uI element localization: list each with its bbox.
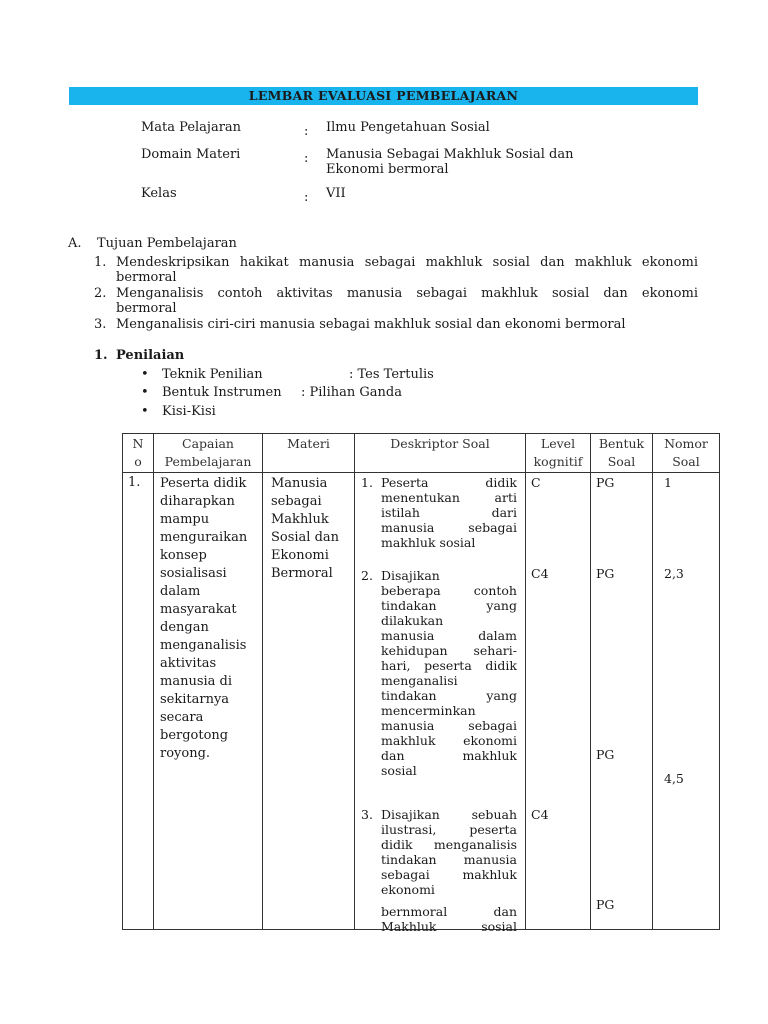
deskriptor-item-1: Peserta didik menentukan arti istilah dari manusia sebagai makhluk sosial: [381, 474, 517, 550]
penilaian-marker: 1.: [94, 348, 108, 363]
table-header-row: [123, 434, 720, 473]
nomor-value: 1: [664, 474, 672, 490]
objective-number: 2.: [94, 286, 107, 301]
header-materi: Materi: [263, 434, 355, 473]
deskriptor-item-3: Disajikan sebuah ilustrasi, peserta didik menganalisis tindakan manusia sebagai makhluk ekonomi bernmoral dan Makhluk sosial: [381, 806, 517, 934]
nomor-value: 4,5: [664, 770, 684, 786]
level-value: C: [531, 474, 541, 490]
cell-level: [526, 473, 591, 930]
info-colon: :: [304, 124, 309, 139]
header-nomor: Nomor Soal: [653, 434, 720, 473]
header-deskriptor: Deskriptor Soal: [355, 434, 526, 473]
cell-bentuk: [591, 473, 653, 930]
objective-text-cont: bermoral: [116, 270, 177, 285]
deskriptor-number: 1.: [361, 474, 373, 490]
materi-text: Manusia sebagai Makhluk Sosial dan Ekonomi Bermoral: [271, 475, 340, 581]
nomor-value: 2,3: [664, 565, 684, 581]
info-label-domain-materi: Domain Materi: [141, 147, 241, 162]
cell-nomor: [653, 473, 720, 930]
kisi-kisi-label: Kisi-Kisi: [162, 404, 216, 419]
header-level: Level kognitif: [526, 434, 591, 473]
bullet-dot: •: [141, 404, 149, 419]
bentuk-value: PG: [596, 746, 615, 762]
page-title: LEMBAR EVALUASI PEMBELAJARAN: [248, 88, 519, 103]
capaian-text: Peserta didik diharapkan mampu menguraikan konsep sosialisasi dalam masyarakat dengan menganalisis aktivitas manusia di sekitarnya secara bergotong royong.: [160, 475, 248, 761]
header-no: N o: [123, 434, 154, 473]
info-value-domain-materi-line1: Manusia Sebagai Makhluk Sosial dan: [326, 147, 574, 162]
penilaian-heading: Penilaian: [116, 348, 185, 363]
deskriptor-item-2: Disajikan beberapa contoh tindakan yang dilakukan manusia dalam kehidupan sehari- hari, peserta didik menganalisi tindakan yang mencerminkan manusia sebagai makhluk ekonomi dan makhluk sosial: [381, 567, 517, 778]
bentuk-instrumen-label: Bentuk Instrumen: [162, 385, 282, 400]
info-label-kelas: Kelas: [141, 186, 177, 201]
info-value-mata-pelajaran: Ilmu Pengetahuan Sosial: [326, 120, 490, 135]
bentuk-value: PG: [596, 565, 615, 581]
teknik-penilian-value: : Tes Tertulis: [349, 367, 434, 382]
bullet-dot: •: [141, 367, 149, 382]
info-colon: :: [304, 190, 309, 205]
info-value-domain-materi-line2: Ekonomi bermoral: [326, 162, 449, 177]
objective-text: Menganalisis contoh aktivitas manusia sebagai makhluk sosial dan ekonomi: [116, 286, 698, 301]
objective-text: Mendeskripsikan hakikat manusia sebagai makhluk sosial dan makhluk ekonomi: [116, 255, 698, 270]
cell-no: [123, 473, 154, 930]
info-label-mata-pelajaran: Mata Pelajaran: [141, 120, 242, 135]
teknik-penilian-label: Teknik Penilian: [162, 367, 263, 382]
objective-text-cont: bermoral: [116, 301, 177, 316]
info-value-kelas: VII: [326, 186, 346, 201]
objective-text: Menganalisis ciri-ciri manusia sebagai makhluk sosial dan ekonomi bermoral: [116, 317, 626, 332]
section-a-heading: Tujuan Pembelajaran: [97, 236, 237, 251]
deskriptor-number: 2.: [361, 567, 373, 583]
section-a-marker: A.: [68, 236, 82, 251]
level-value: C4: [531, 565, 549, 581]
objective-number: 3.: [94, 317, 107, 332]
title-bar: [69, 87, 698, 105]
bentuk-value: PG: [596, 474, 615, 490]
header-capaian: Capaian Pembelajaran: [154, 434, 263, 473]
bentuk-instrumen-value: : Pilihan Ganda: [301, 385, 402, 400]
bentuk-value: PG: [596, 896, 615, 912]
objective-number: 1.: [94, 255, 107, 270]
header-bentuk: Bentuk Soal: [591, 434, 653, 473]
deskriptor-number: 3.: [361, 806, 373, 822]
level-value: C4: [531, 806, 549, 822]
bullet-dot: •: [141, 385, 149, 400]
info-colon: :: [304, 151, 309, 166]
